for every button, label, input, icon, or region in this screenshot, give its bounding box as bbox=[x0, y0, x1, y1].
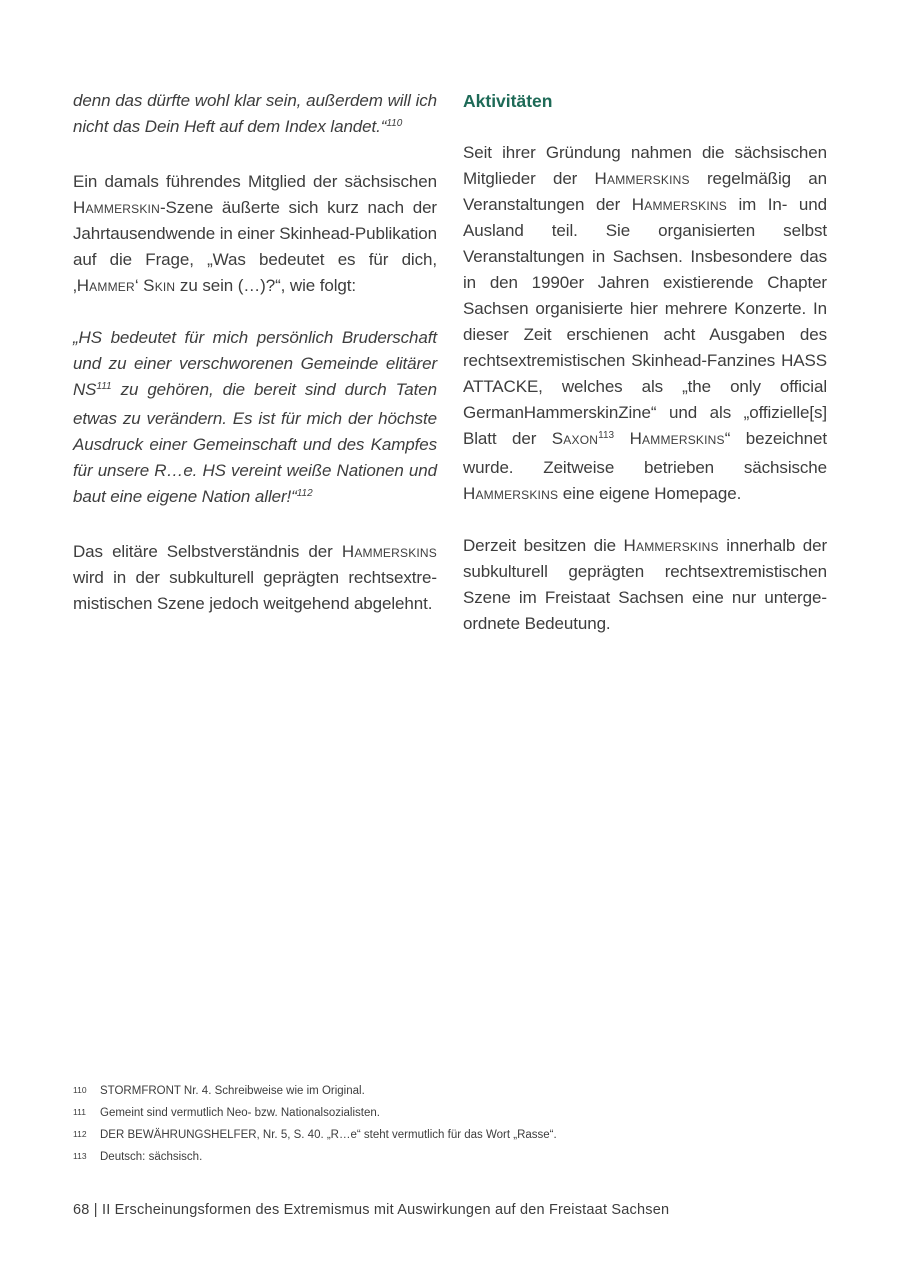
text-run bbox=[614, 429, 629, 448]
footnote-number: 112 bbox=[73, 1129, 87, 1139]
text-run: -Szene äußerte sich kurz nach der Jahrtausendwende in einer Skinhead-Publikation auf die Frage, „Was bedeutet es für dich, ‚ bbox=[73, 198, 437, 295]
quote-paragraph bbox=[73, 325, 437, 513]
footnotes-block bbox=[73, 1084, 827, 1172]
text-run: zu sein (…)?“, wie folgt: bbox=[175, 276, 356, 295]
footnote-number: 113 bbox=[73, 1151, 87, 1161]
text-run: zu gehören, die bereit sind durch Taten etwas zu verändern. Es ist für mich der höchste Ausdruck einer Gemeinschaft und des Kampfes für unsere R…e. HS vereint weiße Nationen und baut eine eigene Nation aller!“ bbox=[73, 380, 437, 506]
footnote-text: DER BEWÄHRUNGSHELFER, Nr. 5, S. 40. „R…e“ steht vermutlich für das Wort „Rasse“. bbox=[100, 1129, 557, 1141]
footnote-marker: 113 bbox=[598, 430, 615, 441]
text-run: Ein damals führendes Mitglied der sächsischen bbox=[73, 172, 437, 191]
two-column-text bbox=[73, 88, 827, 663]
section-heading-aktivitaeten: Aktivitäten bbox=[463, 91, 553, 111]
smallcaps-term: Skin bbox=[143, 276, 176, 295]
smallcaps-term: Hammerskins bbox=[463, 484, 559, 503]
text-run: ‘ bbox=[134, 276, 144, 295]
quote-paragraph bbox=[73, 88, 437, 143]
body-paragraph bbox=[463, 140, 827, 507]
smallcaps-term: Hammerskins bbox=[631, 195, 727, 214]
smallcaps-term: Saxon bbox=[551, 429, 599, 448]
text-run: regelmäßig an Veranstaltungen der bbox=[463, 169, 827, 214]
footnote-text: STORMFRONT Nr. 4. Schreibweise wie im Original. bbox=[100, 1085, 365, 1097]
left-column bbox=[73, 88, 437, 663]
footnote-row bbox=[73, 1106, 827, 1120]
text-run: denn das dürfte wohl klar sein, außerdem will ich nicht das Dein Heft auf dem Index landet.“ bbox=[73, 91, 437, 136]
text-run: wird in der subkulturell geprägten rechtsextremistischen Szene jedoch weitgehend abgelehnt. bbox=[73, 568, 437, 613]
footnote-marker: 112 bbox=[296, 488, 313, 499]
footnote-marker: 110 bbox=[386, 118, 403, 129]
text-run: Derzeit besitzen die bbox=[463, 536, 624, 555]
smallcaps-term: Hammerskins bbox=[594, 169, 690, 188]
footnote-row bbox=[73, 1084, 827, 1098]
text-run: „HS bedeutet für mich persönlich Bruderschaft und zu einer verschworenen Gemeinde elitärer NS bbox=[73, 328, 437, 399]
footnote-number: 111 bbox=[73, 1107, 86, 1117]
text-run: “ bezeichnet wurde. Zeitweise betrieben sächsische bbox=[463, 429, 827, 477]
smallcaps-term: Hammerskins bbox=[623, 536, 719, 555]
smallcaps-term: Hammerskins bbox=[629, 429, 725, 448]
footnote-text: Gemeint sind vermutlich Neo- bzw. Nationalsozialisten. bbox=[100, 1107, 380, 1119]
footnote-marker: 111 bbox=[96, 381, 112, 392]
text-run: Das elitäre Selbstverständnis der bbox=[73, 542, 342, 561]
text-run: innerhalb der subkulturell geprägten rechtsextremistischen Szene im Freistaat Sachsen eine nur untergeordnete Bedeutung. bbox=[463, 536, 828, 633]
right-column bbox=[463, 88, 827, 663]
body-paragraph bbox=[73, 539, 437, 617]
right-column-paragraphs bbox=[463, 140, 827, 637]
smallcaps-term: Hammerskins bbox=[341, 542, 437, 561]
text-run: Seit ihrer Gründung nahmen die sächsischen Mitglieder der bbox=[463, 143, 827, 188]
footnote-row bbox=[73, 1150, 827, 1164]
footnote-row bbox=[73, 1128, 827, 1142]
footnote-number: 110 bbox=[73, 1085, 87, 1095]
body-paragraph bbox=[73, 169, 437, 299]
smallcaps-term: Hammer bbox=[76, 276, 135, 295]
footnote-text: Deutsch: sächsisch. bbox=[100, 1151, 203, 1163]
text-run: im In- und Ausland teil. Sie organisierten selbst Veranstaltungen in Sachsen. Insbesondere das in den 1990er Jahren existierende Chapter Sachsen organisierte hier mehrere Konzerte. In dieser Zeit erschienen acht Ausgaben des rechtsextremistischen Skinhead-Fanzines HASS ATTACKE, welches als „the only official GermanHammerskinZine“ und als „offizielle[s] Blatt der bbox=[463, 195, 827, 448]
body-paragraph bbox=[463, 533, 827, 637]
footer-separator: | bbox=[89, 1202, 102, 1218]
text-run: eine eigene Homepage. bbox=[558, 484, 742, 503]
page-footer bbox=[73, 1200, 669, 1220]
smallcaps-term: Hammerskin bbox=[73, 198, 160, 217]
page-number: 68 bbox=[73, 1202, 90, 1218]
footer-chapter-title: II Erscheinungsformen des Extremismus mit Auswirkungen auf den Freistaat Sachsen bbox=[101, 1202, 670, 1218]
